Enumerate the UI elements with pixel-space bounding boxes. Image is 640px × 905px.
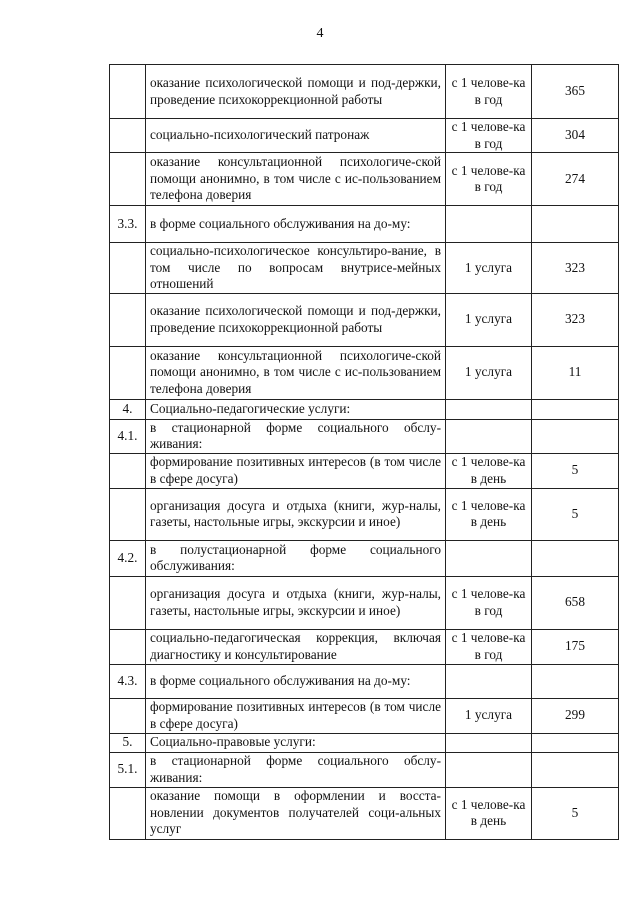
row-number xyxy=(110,293,146,346)
row-number: 5.1. xyxy=(110,752,146,787)
table-row xyxy=(110,488,619,540)
tariff-value: 365 xyxy=(532,65,619,119)
table-row xyxy=(110,752,619,787)
page-number: 4 xyxy=(316,26,324,41)
tariff-value xyxy=(532,399,619,419)
row-number xyxy=(110,787,146,839)
row-number xyxy=(110,65,146,119)
unit-of-measure: 1 услуга xyxy=(446,698,532,733)
tariff-value xyxy=(532,419,619,453)
service-name: формирование позитивных интересов (в том числе в сфере досуга) xyxy=(146,698,446,733)
unit-of-measure: с 1 челове-ка в день xyxy=(446,787,532,839)
table-row xyxy=(110,733,619,752)
unit-of-measure xyxy=(446,540,532,576)
service-name: оказание консультационной психологиче-ской помощи анонимно, в том числе с ис-пользованием телефона доверия xyxy=(146,346,446,399)
table-row xyxy=(110,399,619,419)
table-row xyxy=(110,453,619,488)
table-row xyxy=(110,787,619,839)
tariff-value: 323 xyxy=(532,293,619,346)
service-name: оказание консультационной психологиче-ской помощи анонимно, в том числе с ис-пользованием телефона доверия xyxy=(146,153,446,206)
row-number: 4.3. xyxy=(110,664,146,698)
tariff-value: 5 xyxy=(532,787,619,839)
row-number xyxy=(110,346,146,399)
service-name: оказание помощи в оформлении и восста-новлении документов получателей соци-альных услуг xyxy=(146,787,446,839)
tariff-value: 304 xyxy=(532,119,619,153)
row-number xyxy=(110,453,146,488)
table-row xyxy=(110,346,619,399)
table-row xyxy=(110,206,619,243)
service-name: в форме социального обслуживания на до-му: xyxy=(146,664,446,698)
table-row xyxy=(110,664,619,698)
unit-of-measure: с 1 челове-ка в год xyxy=(446,153,532,206)
unit-of-measure: 1 услуга xyxy=(446,243,532,294)
unit-of-measure: 1 услуга xyxy=(446,346,532,399)
table-row xyxy=(110,629,619,664)
table-row xyxy=(110,419,619,453)
service-name: оказание психологической помощи и под-держки, проведение психокоррекционной работы xyxy=(146,65,446,119)
tariff-value xyxy=(532,664,619,698)
service-name: организация досуга и отдыха (книги, жур-налы, газеты, настольные игры, экскурсии и иное) xyxy=(146,576,446,629)
unit-of-measure: 1 услуга xyxy=(446,293,532,346)
service-name: оказание психологической помощи и под-держки, проведение психокоррекционной работы xyxy=(146,293,446,346)
tariff-value: 11 xyxy=(532,346,619,399)
unit-of-measure xyxy=(446,419,532,453)
row-number xyxy=(110,629,146,664)
tariff-value: 5 xyxy=(532,453,619,488)
table-row xyxy=(110,293,619,346)
service-name: в форме социального обслуживания на до-му: xyxy=(146,206,446,243)
row-number xyxy=(110,153,146,206)
tariff-value: 299 xyxy=(532,698,619,733)
tariff-value xyxy=(532,540,619,576)
row-number xyxy=(110,119,146,153)
service-name: социально-психологическое консультиро-вание, в том числе по вопросам внутрисе-мейных отношений xyxy=(146,243,446,294)
tariff-value xyxy=(532,733,619,752)
service-name: в полустационарной форме социального обслуживания: xyxy=(146,540,446,576)
row-number: 4. xyxy=(110,399,146,419)
row-number xyxy=(110,698,146,733)
tariff-value: 658 xyxy=(532,576,619,629)
table-row xyxy=(110,576,619,629)
service-name: социально-психологический патронаж xyxy=(146,119,446,153)
unit-of-measure: с 1 челове-ка в год xyxy=(446,629,532,664)
service-name: Социально-педагогические услуги: xyxy=(146,399,446,419)
row-number: 4.2. xyxy=(110,540,146,576)
table-row xyxy=(110,153,619,206)
row-number: 4.1. xyxy=(110,419,146,453)
tariff-value: 5 xyxy=(532,488,619,540)
tariff-value xyxy=(532,206,619,243)
unit-of-measure: с 1 челове-ка в день xyxy=(446,453,532,488)
unit-of-measure xyxy=(446,752,532,787)
table-row xyxy=(110,65,619,119)
tariff-value: 175 xyxy=(532,629,619,664)
table-row xyxy=(110,698,619,733)
service-name: в стационарной форме социального обслу-живания: xyxy=(146,752,446,787)
row-number: 5. xyxy=(110,733,146,752)
row-number xyxy=(110,243,146,294)
row-number: 3.3. xyxy=(110,206,146,243)
service-name: формирование позитивных интересов (в том числе в сфере досуга) xyxy=(146,453,446,488)
tariff-value xyxy=(532,752,619,787)
service-name: социально-педагогическая коррекция, включая диагностику и консультирование xyxy=(146,629,446,664)
unit-of-measure: с 1 челове-ка в день xyxy=(446,488,532,540)
table-row xyxy=(110,119,619,153)
table-row xyxy=(110,243,619,294)
unit-of-measure: с 1 челове-ка в год xyxy=(446,65,532,119)
services-tariff-table xyxy=(109,64,619,840)
table-row xyxy=(110,540,619,576)
row-number xyxy=(110,576,146,629)
row-number xyxy=(110,488,146,540)
service-name: организация досуга и отдыха (книги, жур-налы, газеты, настольные игры, экскурсии и иное) xyxy=(146,488,446,540)
unit-of-measure: с 1 челове-ка в год xyxy=(446,119,532,153)
unit-of-measure xyxy=(446,206,532,243)
service-name: в стационарной форме социального обслу-живания: xyxy=(146,419,446,453)
service-name: Социально-правовые услуги: xyxy=(146,733,446,752)
unit-of-measure: с 1 челове-ка в год xyxy=(446,576,532,629)
unit-of-measure xyxy=(446,399,532,419)
tariff-value: 274 xyxy=(532,153,619,206)
unit-of-measure xyxy=(446,733,532,752)
unit-of-measure xyxy=(446,664,532,698)
tariff-value: 323 xyxy=(532,243,619,294)
